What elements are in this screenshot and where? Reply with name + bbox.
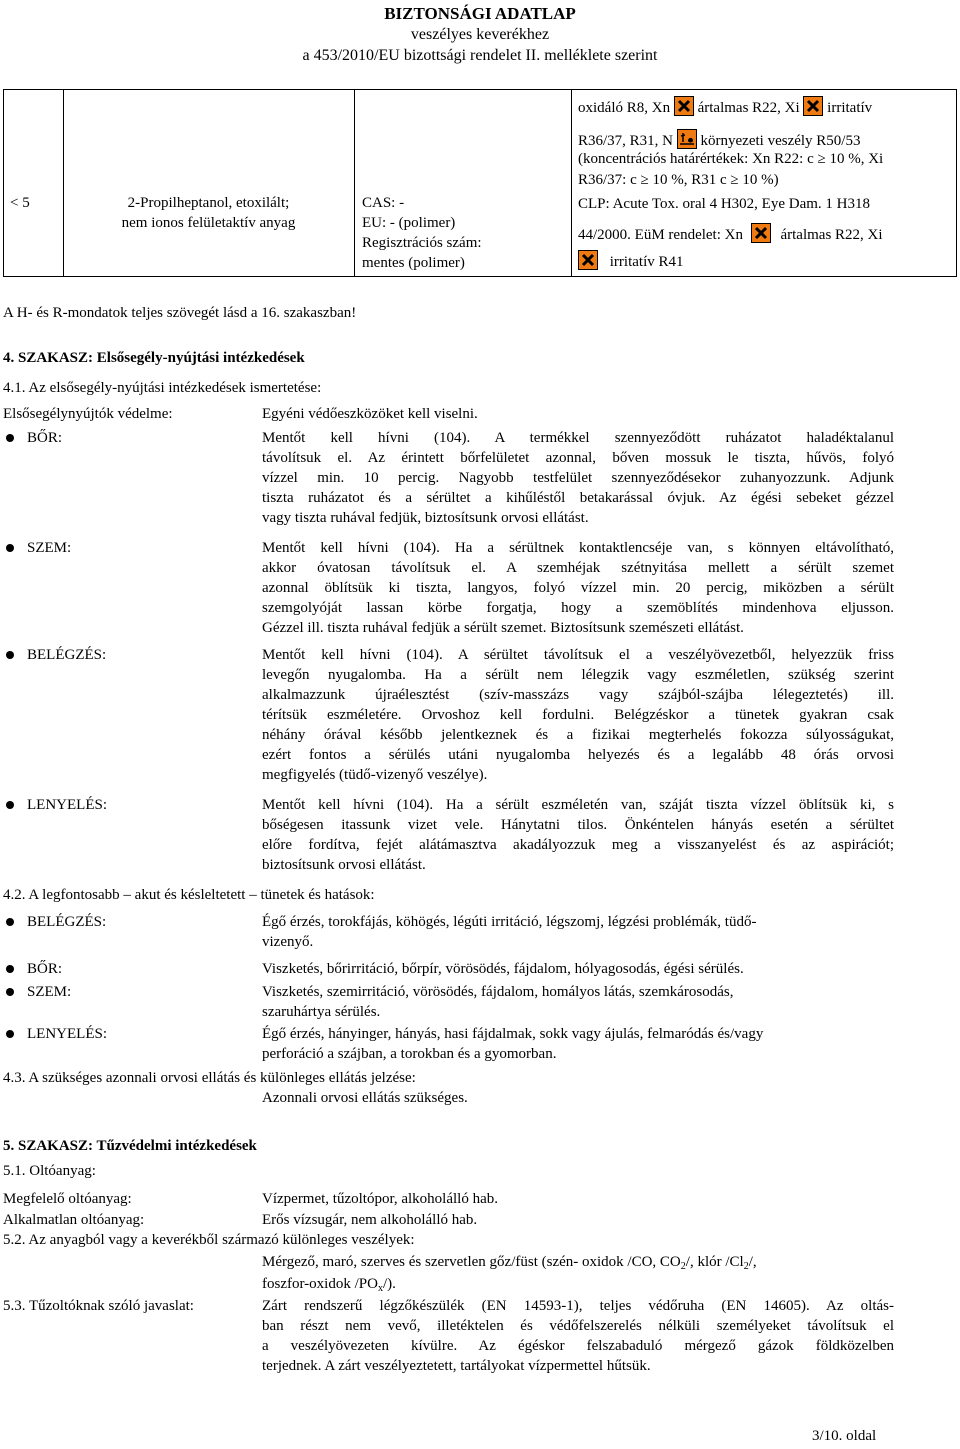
text-line: Zárt rendszerű légzőkészülék (EN 14593-1), teljes védőruha (EN 14605). Az oltás-: [262, 1298, 894, 1314]
irritant-x-icon: [578, 250, 598, 270]
text-line: előre fordítva, fejét alátámasztva akadályozzuk meg a visszanyelést és az aspirációt;: [262, 837, 894, 853]
concentration-cell: < 5: [10, 195, 30, 211]
symptom-skin-text: [262, 959, 894, 979]
section-5-title: 5. SZAKASZ: Tűzvédelmi intézkedések: [3, 1138, 257, 1154]
ingestion-label: LENYELÉS:: [27, 797, 107, 813]
section-4-3-text: Azonnali orvosi ellátás szükséges.: [262, 1090, 468, 1106]
text-line: ezért fontos a sérülés utáni nyugalomba helyezés és a legalább 48 órás orvosi: [262, 747, 894, 763]
text-line: Mentőt kell hívni (104). A sérültet távolítsuk el a veszélyövezetből, helyezzük friss: [262, 647, 894, 663]
text-line: néhány órával később jelentkeznek és a fizikai megterhelés fokozza súlyosságukat,: [262, 727, 894, 743]
text-line: terjednek. A zárt veszélyeztetett, tartályokat vízpermettel hűtsük.: [262, 1358, 651, 1374]
eye-text: [262, 538, 894, 638]
classification-text: környezeti veszély R50/53: [700, 133, 861, 149]
classification-text: ártalmas R22, Xi: [780, 227, 883, 243]
text-line: biztosítsunk orvosi ellátást.: [262, 857, 426, 873]
text-line: térítsük eszméletére. Orvoshoz kell fordulni. Belégzéskor a tünetek gyakran csak: [262, 707, 894, 723]
text-line: tiszta ruházatot és a sérültet a kihűléstől betakarással óvjuk. Az égési sebeket gézzel: [262, 490, 894, 506]
classification-text: irritatív R41: [609, 254, 684, 270]
classification-line: [578, 223, 883, 245]
text-span: /).: [382, 1276, 396, 1292]
table-divider: [63, 90, 64, 276]
text-line: vízzel min. 10 percig. Nagyobb testfelület szennyeződésekor zuhanyozzunk. Adjunk: [262, 470, 894, 486]
page-number: 3/10. oldal: [812, 1428, 877, 1444]
section-5-1-heading: 5.1. Oltóanyag:: [3, 1163, 96, 1179]
subscript: 2: [743, 1261, 749, 1272]
bullet-icon: [6, 544, 14, 552]
harmful-x-icon: [751, 223, 771, 243]
symptom-eye-label: SZEM:: [27, 984, 72, 1000]
eu-number: EU: - (polimer): [362, 215, 456, 231]
symptom-inhalation-label: BELÉGZÉS:: [27, 914, 107, 930]
text-line: Égő érzés, hányinger, hányás, hasi fájdalmak, sokk vagy ájulás, felmaródás és/vagy: [262, 1026, 764, 1042]
text-line: megfigyelés (tüdő-vizenyő veszélye).: [262, 767, 488, 783]
section-4-3-heading: 4.3. A szükséges azonnali orvosi ellátás és különleges ellátás jelzése:: [3, 1070, 416, 1086]
text-line: ban részt nem vevő, illetéktelen és védőfelszerelés nélküli személyeket távolítsuk el: [262, 1318, 894, 1334]
bullet-icon: [6, 434, 14, 442]
classification-line: [578, 96, 872, 118]
substance-name-line: 2-Propilheptanol, etoxilált;: [127, 195, 290, 211]
bullet-icon: [6, 988, 14, 996]
unsuitable-media-text: Erős vízsugár, nem alkoholálló hab.: [262, 1212, 478, 1228]
text-line: Égő érzés, torokfájás, köhögés, légúti irritáció, légszomj, légzési problémák, tüdő-: [262, 914, 757, 930]
section-4-2-heading: 4.2. A legfontosabb – akut és késleltetett – tünetek és hatások:: [3, 887, 375, 903]
document-subtitle: veszélyes keverékhez: [410, 26, 550, 43]
skin-text: [262, 428, 894, 528]
hazardous-products-line: [262, 1274, 396, 1294]
hazardous-products-line: [262, 1252, 757, 1272]
classification-text: irritatív: [827, 100, 873, 116]
text-line: azonnal öblítsük ki tiszta, langyos, folyó vízzel min. 20 percig, miközben a sérült: [262, 580, 894, 596]
symptom-eye-text: [262, 982, 894, 1022]
registration-value: mentes (polimer): [362, 255, 465, 271]
substance-name-cell: [63, 193, 354, 233]
text-line: Mentőt kell hívni (104). Ha a sérültnek kontaktlencséje van, s könnyen eltávolítható,: [262, 540, 894, 556]
text-line: Mentőt kell hívni (104). A termékkel szennyeződött ruházatot haladéktalanul: [262, 430, 894, 446]
suitable-media-text: Vízpermet, tűzoltópor, alkoholálló hab.: [262, 1191, 499, 1207]
text-span: foszfor-oxidok /PO: [262, 1276, 378, 1292]
clp-classification: CLP: Acute Tox. oral 4 H302, Eye Dam. 1 H318: [578, 196, 870, 212]
text-line: a veszélyövezeten kívülre. Az égéskor felszabaduló mérgező gázok földközelben: [262, 1338, 894, 1354]
suitable-media-label: Megfelelő oltóanyag:: [3, 1191, 132, 1207]
text-line: Gézzel ill. tiszta ruhával fedjük a sérült szemet. Biztosítsunk szemészeti ellátást.: [262, 620, 744, 636]
cas-number: CAS: -: [362, 195, 405, 211]
classification-line: [578, 129, 860, 151]
composition-table: [3, 89, 957, 277]
bullet-icon: [6, 918, 14, 926]
table-divider: [571, 90, 572, 276]
subscript: x: [377, 1283, 383, 1294]
text-line: Viszketés, szemirritáció, vörösödés, fájdalom, homályos látás, szemkárosodás,: [262, 984, 734, 1000]
bullet-icon: [6, 651, 14, 659]
inhalation-text: [262, 645, 894, 785]
text-line: vizenyő.: [262, 934, 314, 950]
substance-name-line: nem ionos felületaktív anyag: [121, 215, 296, 231]
symptom-ingestion-text: [262, 1024, 894, 1064]
text-line: levegőn nyugalomba. Ha a sérült nem lélegzik vagy eszméletlen, szükség szerint: [262, 667, 894, 683]
inhalation-label: BELÉGZÉS:: [27, 647, 107, 663]
document-title: BIZTONSÁGI ADATLAP: [384, 4, 576, 23]
subscript: 2: [680, 1261, 686, 1272]
text-line: perforáció a szájban, a torokban és a gyomorban.: [262, 1046, 557, 1062]
text-line: vagy tiszta ruhával fedjük, biztosítsunk orvosi ellátást.: [262, 510, 589, 526]
ingestion-text: [262, 795, 894, 875]
classification-line: (koncentrációs határértékek: Xn R22: c ≥ 10 %, Xi: [578, 151, 884, 167]
protect-text: Egyéni védőeszközöket kell viselni.: [262, 406, 478, 422]
table-divider: [354, 90, 355, 276]
text-span: /,: [748, 1254, 757, 1270]
text-span: Mérgező, maró, szerves és szervetlen gőz/füst (szén- oxidok /CO, CO: [262, 1254, 681, 1270]
text-line: szemgolyóját lassan körbe forgatja, hogy a szemöblítés mindenhova eljusson.: [262, 600, 894, 616]
harmful-x-icon: [674, 96, 694, 116]
text-line: alkalmazzunk újraélesztést (szív-masszázs vagy szájból-szájba lélegeztetés) ill.: [262, 687, 894, 703]
identifier-cell: [362, 193, 482, 273]
skin-label: BŐR:: [27, 430, 63, 446]
environment-hazard-icon: [677, 129, 697, 149]
protect-label: Elsősegélynyújtók védelme:: [3, 406, 173, 422]
document-regulation: a 453/2010/EU bizottsági rendelet II. melléklete szerint: [302, 47, 658, 64]
symptom-skin-label: BŐR:: [27, 961, 63, 977]
note-text: A H- és R-mondatok teljes szövegét lásd a 16. szakaszban!: [3, 305, 357, 321]
classification-line: [578, 250, 684, 272]
symptom-inhalation-text: [262, 912, 894, 952]
bullet-icon: [6, 801, 14, 809]
text-line: Viszketés, bőrirritáció, bőrpír, vörösödés, fájdalom, hólyagosodás, égési sérülés.: [262, 961, 744, 977]
firefighter-advice-text: [262, 1296, 894, 1376]
irritant-x-icon: [803, 96, 823, 116]
section-4-title: 4. SZAKASZ: Elsősegély-nyújtási intézkedések: [3, 350, 305, 366]
classification-text: 44/2000. EüM rendelet: Xn: [578, 227, 743, 243]
text-line: szaruhártya sérülés.: [262, 1004, 381, 1020]
section-5-2-heading: 5.2. Az anyagból vagy a keverékből származó különleges veszélyek:: [3, 1232, 415, 1248]
classification-text: R36/37, R31, N: [578, 133, 674, 149]
classification-text: ártalmas R22, Xi: [697, 100, 800, 116]
bullet-icon: [6, 965, 14, 973]
registration-label: Regisztrációs szám:: [362, 235, 482, 251]
symptom-ingestion-label: LENYELÉS:: [27, 1026, 107, 1042]
bullet-icon: [6, 1030, 14, 1038]
unsuitable-media-label: Alkalmatlan oltóanyag:: [3, 1212, 145, 1228]
text-line: akkor óvatosan távolítsuk el. A szemhéjak szétnyitása mellett a sérült szemet: [262, 560, 894, 576]
text-line: Mentőt kell hívni (104). Ha a sérült eszméletén van, száját tiszta vízzel öblítsük ki, s: [262, 797, 894, 813]
eye-label: SZEM:: [27, 540, 72, 556]
section-4-1-heading: 4.1. Az elsősegély-nyújtási intézkedések ismertetése:: [3, 380, 322, 396]
classification-line: R36/37: c ≥ 10 %, R31 c ≥ 10 %): [578, 172, 779, 188]
text-line: bőségesen itassunk vizet vele. Hánytatni tilos. Önkéntelen hányás esetén a sérültet: [262, 817, 894, 833]
text-span: /, klór /Cl: [685, 1254, 744, 1270]
text-line: távolítsuk el. Az érintett bőrfelületet azonnal, bőven mossuk le tiszta, hűvös, folyó: [262, 450, 894, 466]
classification-text: oxidáló R8, Xn: [578, 100, 671, 116]
section-5-3-label: 5.3. Tűzoltóknak szóló javaslat:: [3, 1298, 194, 1314]
